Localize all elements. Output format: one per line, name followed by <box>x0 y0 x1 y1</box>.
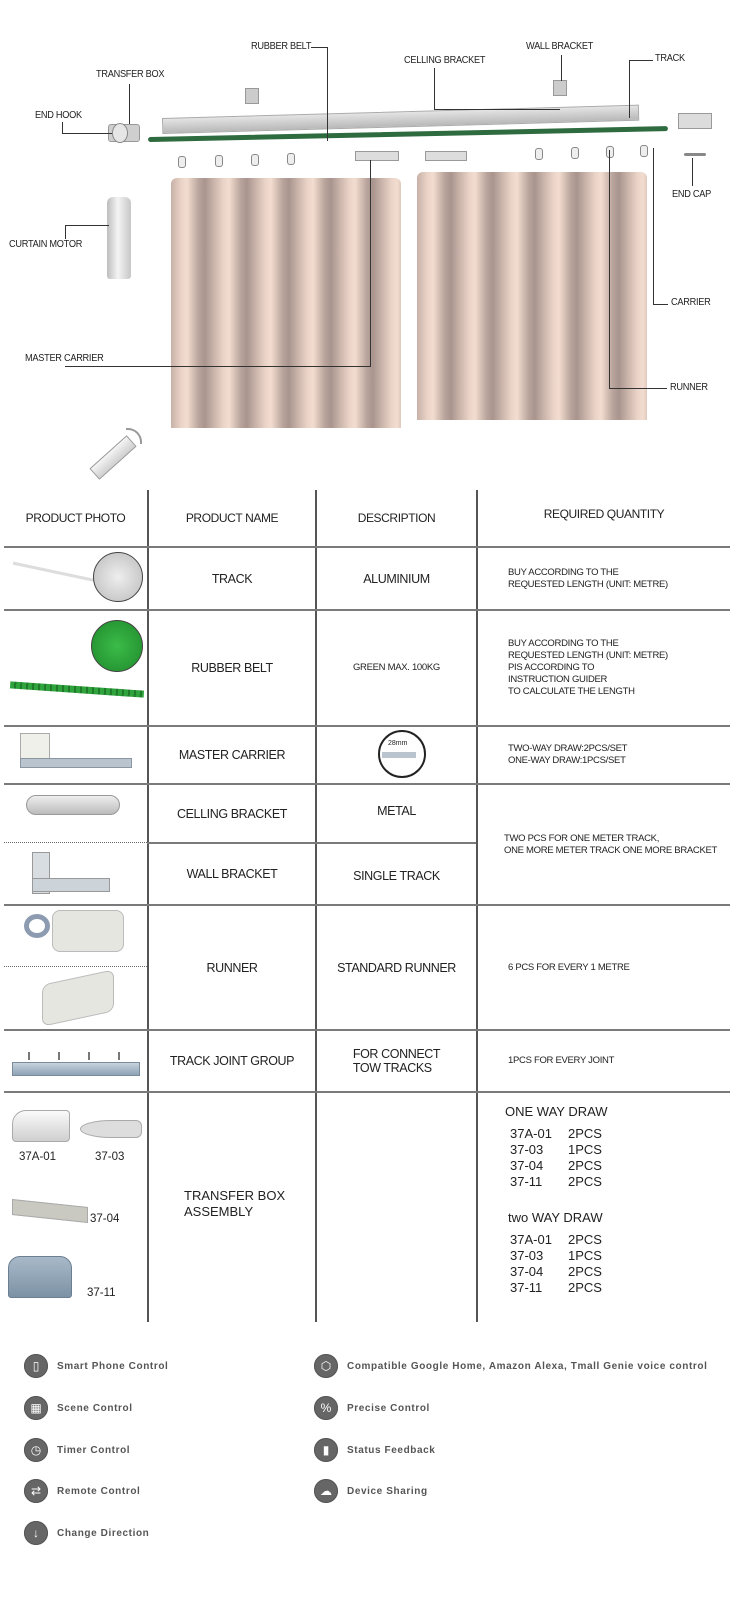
part-code: 37-04 <box>510 1264 544 1279</box>
header-required-quantity: REQUIRED QUANTITY <box>543 507 665 521</box>
label-rubber-belt: RUBBER BELT <box>251 41 312 52</box>
two-way-row <box>510 1280 608 1296</box>
part-37-04-photo <box>12 1199 88 1223</box>
two-way-row <box>510 1248 608 1264</box>
track-quantity: BUY ACCORDING TO THE REQUESTED LENGTH (UNIT: METRE) <box>508 566 668 590</box>
wall-bracket-base-photo <box>32 878 110 892</box>
label-carrier: CARRIER <box>671 297 711 308</box>
master-carrier-arm-photo <box>20 758 132 768</box>
runner-part <box>606 146 614 158</box>
header-description: DESCRIPTION <box>357 511 436 525</box>
feature-label: Precise Control <box>347 1402 430 1414</box>
runner-part <box>251 154 259 166</box>
part-quantity: 2PCS <box>568 1264 602 1279</box>
one-way-row <box>510 1142 608 1158</box>
curtain-right-panel <box>417 172 647 420</box>
runner-photo-1 <box>24 914 50 938</box>
label-track: TRACK <box>655 53 685 64</box>
rubber-belt-photo <box>10 681 144 697</box>
end-hook-part <box>112 123 128 143</box>
master-carrier-detail-arm <box>382 752 416 758</box>
master-carrier-dimension-label: 28mm <box>388 740 408 747</box>
battery-status-icon: ▮ <box>314 1438 338 1462</box>
timer-icon: ◷ <box>24 1438 48 1462</box>
one-way-row <box>510 1126 608 1142</box>
track-name: TRACK <box>211 571 253 586</box>
part-37a-01-photo <box>12 1110 70 1142</box>
runner-part <box>215 155 223 167</box>
part-code: 37A-01 <box>510 1126 552 1141</box>
part-code: 37A-01 <box>510 1232 552 1247</box>
label-end-cap: END CAP <box>672 189 711 200</box>
part-code: 37-11 <box>510 1174 543 1189</box>
part-code-37a-01: 37A-01 <box>19 1151 57 1163</box>
part-37-03-photo <box>80 1120 142 1138</box>
remote-arrows-icon: ⇄ <box>24 1479 48 1503</box>
master-carrier-part-left <box>355 151 399 161</box>
voice-cube-icon: ⬡ <box>314 1354 338 1378</box>
rubber-belt-description: GREEN MAX. 100KG <box>352 662 441 673</box>
feature-label: Remote Control <box>57 1485 141 1497</box>
part-code-37-11: 37-11 <box>87 1287 116 1299</box>
one-way-row <box>510 1158 608 1174</box>
runner-part <box>287 153 295 165</box>
end-cap-plate <box>684 153 706 156</box>
celling-bracket-name: CELLING BRACKET <box>176 806 287 821</box>
feature-label: Timer Control <box>57 1444 131 1456</box>
smartphone-icon: ▯ <box>24 1354 48 1378</box>
runner-part <box>178 156 186 168</box>
master-carrier-name: MASTER CARRIER <box>178 748 286 762</box>
runner-quantity: 6 PCS FOR EVERY 1 METRE <box>508 961 630 973</box>
feature-item <box>314 1438 435 1462</box>
bracket-part <box>245 88 259 104</box>
runner-description: STANDARD RUNNER <box>337 960 456 975</box>
two-way-row <box>510 1264 608 1280</box>
scene-grid-icon: ▦ <box>24 1396 48 1420</box>
track-joint-name: TRACK JOINT GROUP <box>169 1054 295 1068</box>
part-quantity: 2PCS <box>568 1232 602 1247</box>
part-code: 37-03 <box>510 1248 544 1263</box>
runner-photo-1-body <box>52 910 124 952</box>
master-carrier-photo <box>20 733 50 761</box>
part-quantity: 1PCS <box>568 1248 602 1263</box>
part-code-37-03: 37-03 <box>95 1151 125 1163</box>
wall-bracket-description: SINGLE TRACK <box>353 869 440 883</box>
feature-label: Device Sharing <box>347 1485 428 1497</box>
celling-bracket-photo <box>26 795 120 815</box>
curtain-system-diagram <box>0 0 750 490</box>
part-code: 37-03 <box>510 1142 544 1157</box>
two-way-row <box>510 1232 608 1248</box>
header-product-photo: PRODUCT PHOTO <box>25 511 126 525</box>
part-quantity: 1PCS <box>568 1142 602 1157</box>
part-37-11-photo <box>8 1256 72 1298</box>
track-description: ALUMINIUM <box>363 571 430 586</box>
feature-item <box>24 1438 130 1462</box>
runner-name: RUNNER <box>206 960 258 975</box>
label-runner: RUNNER <box>670 382 708 393</box>
celling-bracket-description: METAL <box>377 803 416 818</box>
feature-label: Smart Phone Control <box>57 1360 169 1372</box>
product-table <box>4 490 730 1325</box>
wall-bracket-part <box>553 80 567 96</box>
part-code: 37-11 <box>510 1280 543 1295</box>
master-carrier-quantity: TWO-WAY DRAW:2PCS/SET ONE-WAY DRAW:1PCS/SET <box>508 743 628 766</box>
percent-dial-icon: % <box>314 1396 338 1420</box>
feature-item <box>314 1396 430 1420</box>
part-code: 37-04 <box>510 1158 544 1173</box>
track-joint-screws <box>28 1052 124 1060</box>
part-quantity: 2PCS <box>568 1174 602 1189</box>
one-way-row <box>510 1174 608 1190</box>
feature-label: Compatible Google Home, Amazon Alexa, Tmall Genie voice control <box>347 1360 708 1372</box>
feature-item <box>24 1521 149 1545</box>
label-wall-bracket: WALL BRACKET <box>526 41 594 52</box>
part-code-37-04: 37-04 <box>90 1213 120 1225</box>
direction-icon: ↓ <box>24 1521 48 1545</box>
wireless-signal-icon <box>126 428 142 444</box>
label-end-hook: END HOOK <box>35 110 82 121</box>
track-joint-photo <box>12 1062 140 1076</box>
rubber-belt-quantity: BUY ACCORDING TO THE REQUESTED LENGTH (UNIT: METRE) PIS ACCORDING TO INSTRUCTION GUIDER TO CALCULATE THE LENGTH <box>508 638 668 697</box>
transfer-box-quantity <box>505 1104 608 1296</box>
track-joint-quantity: 1PCS FOR EVERY JOINT <box>508 1055 615 1066</box>
feature-item <box>24 1479 140 1503</box>
runner-part <box>535 148 543 160</box>
label-celling-bracket: CELLING BRACKET <box>404 55 486 66</box>
wall-bracket-name: WALL BRACKET <box>186 867 278 881</box>
track-profile-photo <box>93 552 143 602</box>
feature-label: Status Feedback <box>347 1444 436 1456</box>
one-way-draw-title: ONE WAY DRAW <box>505 1104 608 1119</box>
part-quantity: 2PCS <box>568 1280 602 1295</box>
master-carrier-part-right <box>425 151 467 161</box>
feature-item <box>314 1479 428 1503</box>
label-master-carrier: MASTER CARRIER <box>25 353 104 364</box>
part-quantity: 2PCS <box>568 1126 602 1141</box>
end-cap-part <box>678 113 712 129</box>
runner-part <box>640 145 648 157</box>
runner-part <box>571 147 579 159</box>
rubber-belt-name: RUBBER BELT <box>191 661 273 675</box>
feature-item <box>314 1354 707 1378</box>
label-transfer-box: TRANSFER BOX <box>96 69 165 80</box>
bracket-quantity: TWO PCS FOR ONE METER TRACK, ONE MORE METER TRACK ONE MORE BRACKET <box>504 832 718 856</box>
part-quantity: 2PCS <box>568 1158 602 1173</box>
feature-label: Change Direction <box>57 1527 150 1539</box>
curtain-motor-part <box>107 197 131 279</box>
cloud-share-icon: ☁ <box>314 1479 338 1503</box>
header-product-name: PRODUCT NAME <box>185 511 279 525</box>
feature-item <box>24 1354 168 1378</box>
label-curtain-motor: CURTAIN MOTOR <box>9 239 83 250</box>
runner-photo-2 <box>42 969 114 1026</box>
rubber-belt-profile-photo <box>91 620 143 672</box>
two-way-draw-title: two WAY DRAW <box>508 1210 603 1225</box>
feature-label: Scene Control <box>57 1402 133 1414</box>
curtain-left-panel <box>171 178 401 428</box>
transfer-box-name: TRANSFER BOX ASSEMBLY <box>184 1188 286 1219</box>
track-joint-description: FOR CONNECT TOW TRACKS <box>352 1047 441 1075</box>
feature-item <box>24 1396 133 1420</box>
